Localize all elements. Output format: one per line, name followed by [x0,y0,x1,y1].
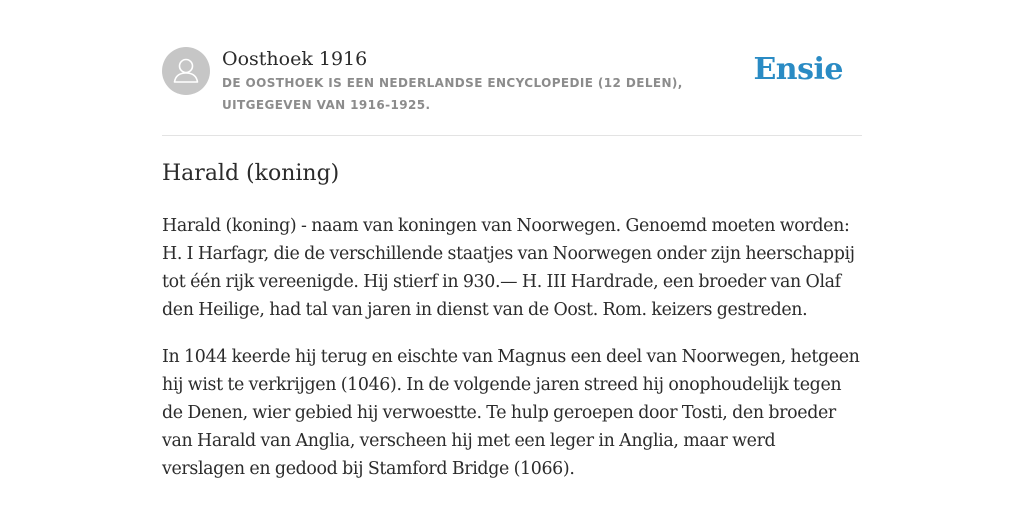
article-title: Harald (koning) [162,161,340,186]
ensie-logo[interactable]: Ensie [753,52,843,87]
paragraph-line: In 1044 keerde hij terug en eischte van Magnus een deel van Noorwegen, hetgeen [162,347,860,367]
paragraph-line: verslagen en gedood bij Stamford Bridge (1066). [162,459,575,479]
article-paragraph [162,343,862,483]
paragraph-line: de Denen, wier gebied hij verwoestte. Te hulp geroepen door Tosti, den broeder [162,403,836,423]
paragraph-line: den Heilige, had tal van jaren in dienst van de Oost. Rom. keizers gestreden. [162,300,808,320]
paragraph-line: hij wist te verkrijgen (1046). In de volgende jaren streed hij onophoudelijk tegen [162,375,842,395]
paragraph-line: van Harald van Anglia, verscheen hij met een leger in Anglia, maar werd [162,431,776,451]
source-title[interactable]: Oosthoek 1916 [222,48,368,70]
source-header [162,44,862,136]
user-avatar-icon[interactable] [162,47,210,95]
header-divider [162,135,862,136]
paragraph-line: H. I Harfagr, die de verschillende staatjes van Noorwegen onder zijn heerschappij [162,244,855,264]
paragraph-line: tot één rijk vereenigde. Hij stierf in 930.— H. III Hardrade, een broeder van Olaf [162,272,841,292]
source-description: DE OOSTHOEK IS EEN NEDERLANDSE ENCYCLOPEDIE (12 DELEN), UITGEGEVEN VAN 1916-1925. [222,76,683,112]
article-body [162,212,862,502]
paragraph-line: Harald (koning) - naam van koningen van Noorwegen. Genoemd moeten worden: [162,216,850,236]
article-paragraph [162,212,862,324]
